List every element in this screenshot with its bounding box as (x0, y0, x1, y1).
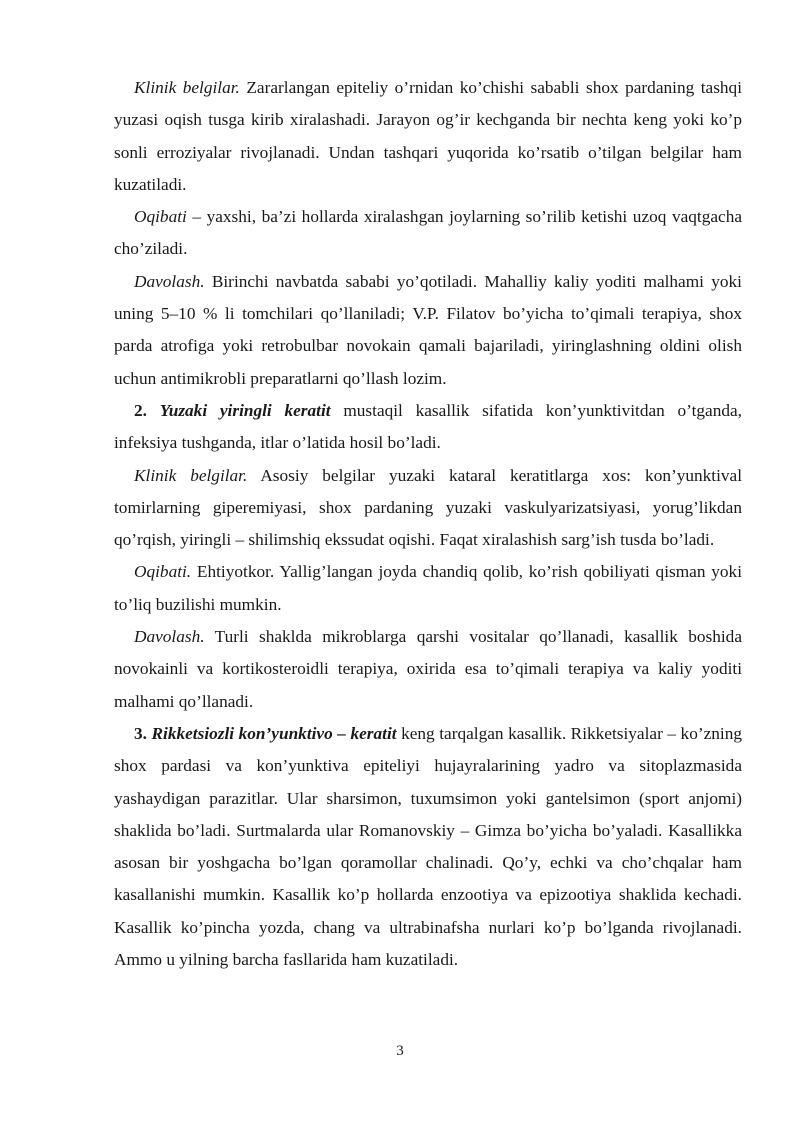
paragraph-label: Davolash. (134, 627, 205, 647)
paragraph-text: Asosiy belgilar yuzaki kataral keratitlarga xos: kon’yunktival tomirlarning giperemiyasi, shox pardaning yuzaki vaskulyarizatsiyasi, yorug’likdan qo’rqish, yiringli – shilimshiq ekssudat oqishi. Faqat xiralashish sarg’ish tusda bo’ladi. (114, 465, 743, 550)
paragraph-treatment-2 (114, 621, 742, 718)
paragraph-clinical-signs-2 (114, 460, 742, 557)
page-number: 3 (396, 1043, 404, 1059)
paragraph-text: Birinchi navbatda sababi yo’qotiladi. Mahalliy kaliy yoditi malhami yoki uning 5–10 % li tomchilari qo’llaniladi; V.P. Filatov bo’yicha to’qimali terapiya, shox parda atrofiga yoki retrobulbar novokain qamali bajariladi, yiringlashning oldini olish uchun antimikrobli preparatlarni qo’llash lozim. (114, 271, 742, 388)
document-page (114, 72, 742, 976)
section-superficial-purulent-keratitis (114, 395, 742, 460)
paragraph-label: Klinik belgilar. (134, 78, 240, 97)
paragraph-treatment-1 (114, 266, 742, 395)
section-number: 3. (134, 723, 147, 743)
paragraph-outcome-1 (114, 201, 742, 266)
paragraph-label: Davolash. (134, 271, 205, 291)
paragraph-label: Oqibati (134, 207, 187, 227)
paragraph-text: keng tarqalgan kasallik. Rikketsiyalar – ko’zning shox pardasi va kon’yunktiva epiteliyi hujayralarining yadro va sitoplazmasida yashaydigan parazitlar. Ular sharsimon, tuxumsimon yoki gantelsimon (sport anjomi) shaklida bo’ladi. Surtmalarda ular Romanovskiy – Gimza bo’yicha bo’yaladi. Kasallikka asosan bir yoshgacha bo’lgan qoramollar chalinadi. Qo’y, echki va cho’chqalar ham kasallanishi mumkin. Kasallik ko’p hollarda enzootiya va epizootiya shaklida kechadi. Kasallik ko’pincha yozda, chang va ultrabinafsha nurlari ko’p bo’lganda rivojlanadi. Ammo u yilning barcha fasllarida ham kuzatiladi. (114, 723, 742, 970)
paragraph-outcome-2 (114, 556, 742, 621)
paragraph-text: – yaxshi, ba’zi hollarda xiralashgan joylarning so’rilib ketishi uzoq vaqtgacha cho’ziladi. (114, 207, 742, 259)
paragraph-text: Turli shaklda mikroblarga qarshi vositalar qo’llanadi, kasallik boshida novokainli va kortikosteroidli terapiya, oxirida esa to’qimali terapiya va kaliy yoditi malhami qo’llanadi. (114, 627, 742, 711)
paragraph-clinical-signs-1 (114, 72, 742, 201)
section-title: Yuzaki yiringli keratit (159, 400, 331, 420)
section-title: Rikketsiozli kon’yunktivo – keratit (151, 723, 397, 743)
section-rickettsial-keratoconjunctivitis (114, 718, 742, 976)
paragraph-label: Oqibati. (134, 562, 192, 582)
section-number: 2. (134, 400, 147, 420)
paragraph-text: Ehtiyotkor. Yallig’langan joyda chandiq qolib, ko’rish qobiliyati qisman yoki to’liq buzilishi mumkin. (114, 562, 742, 614)
paragraph-text: mustaqil kasallik sifatida kon’yunktivitdan o’tganda, infeksiya tushganda, itlar o’latida hosil bo’ladi. (114, 400, 742, 453)
paragraph-text: Zararlangan epiteliy o’rnidan ko’chishi sababli shox pardaning tashqi yuzasi oqish tusga kirib xiralashadi. Jarayon og’ir kechganda bir nechta keng yoki ko’p sonli erroziyalar rivojlanadi. Undan tashqari yuqorida ko’rsatib o’tilgan belgilar ham kuzatiladi. (114, 78, 742, 194)
paragraph-label: Klinik belgilar. (134, 465, 248, 485)
